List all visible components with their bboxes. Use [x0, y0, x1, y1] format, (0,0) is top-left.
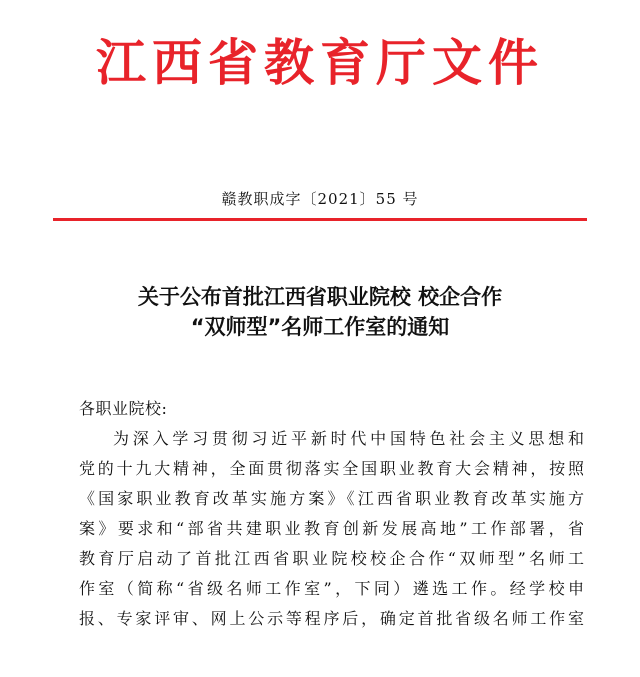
red-divider-line: [53, 218, 587, 221]
body-line-7: 报、专家评审、网上公示等程序后，确定首批省级名师工作室: [79, 609, 584, 628]
body-line-6: 作室（简称“省级名师工作室”，下同）遴选工作。经学校申: [79, 579, 584, 598]
body-paragraph: [79, 424, 584, 634]
title-line-1: 关于公布首批江西省职业院校 校企合作: [137, 285, 503, 309]
body-line-1: 为深入学习贯彻习近平新时代中国特色社会主义思想和: [113, 429, 584, 448]
document-number: 赣教职成字〔2021〕55 号: [221, 190, 419, 208]
body-line-3: 《国家职业教育改革实施方案》《江西省职业教育改革实施方: [79, 489, 584, 508]
document-issuer-header: 江西省教育厅文件: [96, 33, 544, 92]
body-line-5: 教育厅启动了首批江西省职业院校校企合作“双师型”名师工: [79, 549, 584, 568]
title-line-2: “双师型”名师工作室的通知: [190, 315, 450, 339]
body-line-4: 案》要求和“部省共建职业教育创新发展高地”工作部署，省: [79, 519, 584, 538]
salutation: 各职业院校:: [79, 399, 168, 418]
document-title: [0, 282, 640, 342]
body-line-2: 党的十九大精神，全面贯彻落实全国职业教育大会精神，按照: [79, 459, 584, 478]
